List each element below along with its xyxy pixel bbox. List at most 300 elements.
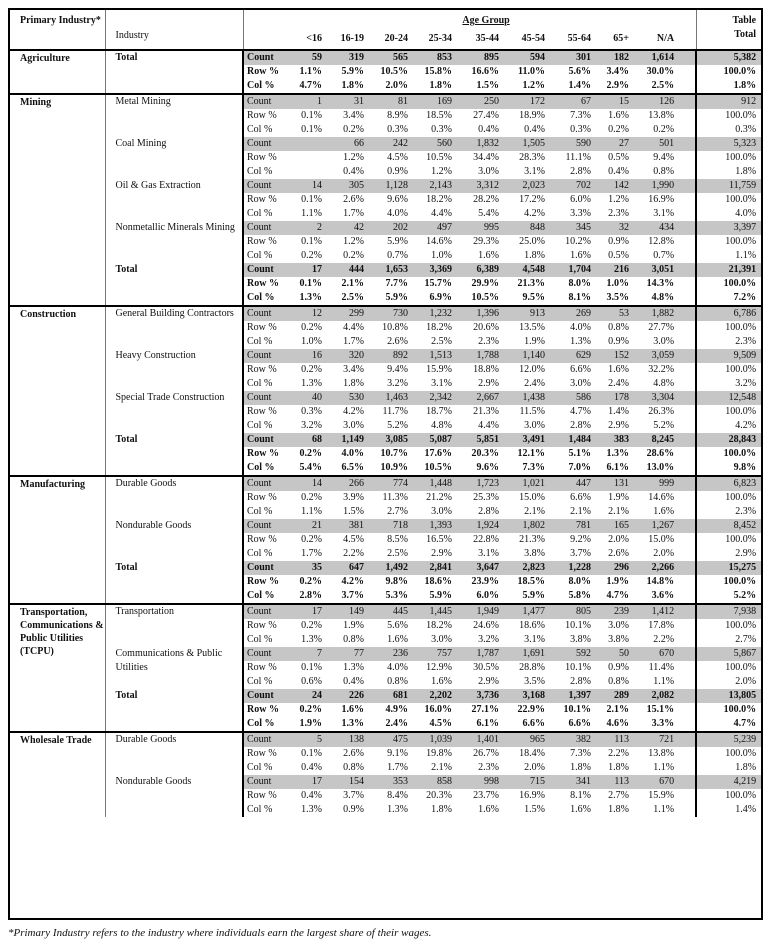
- value-cell: 15.0%: [519, 492, 545, 503]
- gap-cell: [679, 109, 696, 123]
- table-total-cell: 1.8%: [735, 166, 757, 177]
- value-cell: 9.8%: [385, 576, 408, 587]
- value-cell: 21.3%: [473, 406, 499, 417]
- value-cell: 4.6%: [606, 718, 629, 729]
- value-cell: 6.0%: [476, 590, 499, 601]
- value-cell: 0.9%: [343, 804, 364, 815]
- value-cell: 3.1%: [653, 208, 675, 219]
- value-cell: 10.8%: [382, 322, 408, 333]
- primary-industry-label: Wholesale Trade: [10, 732, 105, 817]
- value-cell: 702: [550, 179, 596, 193]
- measure-label: Count: [243, 94, 293, 109]
- table-total-cell: 100.0%: [725, 364, 757, 375]
- value-cell: 5.9%: [385, 292, 408, 303]
- value-cell: 2,841: [413, 561, 457, 575]
- value-cell: 4.8%: [431, 420, 452, 431]
- value-cell: 4.0%: [387, 208, 408, 219]
- measure-label: Row %: [243, 277, 293, 291]
- value-cell: 895: [457, 50, 504, 65]
- table-total-cell: 1.8%: [733, 80, 757, 91]
- value-cell: 3,085: [369, 433, 413, 447]
- value-cell: 0.3%: [387, 124, 408, 135]
- value-cell: 10.1%: [565, 662, 591, 673]
- value-cell: 16.9%: [648, 194, 675, 205]
- value-cell: 5.8%: [568, 590, 591, 601]
- value-cell: 0.2%: [343, 250, 364, 261]
- industry-age-table: [10, 10, 761, 817]
- value-cell: 1.1%: [653, 762, 675, 773]
- table-row: [10, 689, 761, 703]
- value-cell: 19.8%: [426, 748, 452, 759]
- value-cell: 11.0%: [518, 66, 545, 77]
- value-cell: 3.5%: [606, 292, 629, 303]
- value-cell: 0.1%: [301, 110, 322, 121]
- table-total-cell: 3.2%: [735, 378, 757, 389]
- value-cell: 1.8%: [608, 804, 629, 815]
- gap-cell: [679, 547, 696, 561]
- table-total-cell: 4.7%: [733, 718, 757, 729]
- value-cell: 1.3%: [301, 804, 322, 815]
- industry-label: Nondurable Goods: [105, 519, 243, 561]
- table-total-cell: 8,452: [696, 519, 761, 533]
- value-cell: 18.2%: [426, 194, 452, 205]
- value-cell: 3.0%: [343, 420, 364, 431]
- value-cell: 1.3%: [387, 804, 408, 815]
- value-cell: 3.1%: [524, 166, 545, 177]
- value-cell: 68: [293, 433, 327, 447]
- value-cell: 1.0%: [301, 336, 322, 347]
- table-total-cell: 1.8%: [735, 762, 757, 773]
- value-cell: 2.1%: [524, 506, 545, 517]
- value-cell: 5.3%: [385, 590, 408, 601]
- measure-label: Count: [243, 775, 293, 789]
- value-cell: 4.0%: [341, 448, 364, 459]
- value-cell: 8.0%: [568, 278, 591, 289]
- value-cell: 1,802: [504, 519, 550, 533]
- value-cell: 17.8%: [648, 620, 675, 631]
- value-cell: 20.6%: [473, 322, 499, 333]
- value-cell: 165: [596, 519, 634, 533]
- measure-label: Col %: [243, 165, 293, 179]
- value-cell: 3.0%: [653, 336, 675, 347]
- value-cell: 3.0%: [524, 420, 545, 431]
- measure-label: Row %: [243, 65, 293, 79]
- value-cell: 1.3%: [570, 336, 591, 347]
- value-cell: 1,021: [504, 476, 550, 491]
- value-cell: 10.5%: [380, 66, 408, 77]
- value-cell: 670: [634, 647, 679, 661]
- value-cell: 0.2%: [301, 322, 322, 333]
- table-total-cell: 28,843: [696, 433, 761, 447]
- gap-cell: [679, 747, 696, 761]
- table-total-cell: 2.3%: [735, 506, 757, 517]
- value-cell: 2.0%: [653, 548, 675, 559]
- table-row: [10, 50, 761, 65]
- measure-label: Row %: [243, 789, 293, 803]
- value-cell: 8.9%: [387, 110, 408, 121]
- measure-label: Row %: [243, 321, 293, 335]
- value-cell: 6.6%: [570, 364, 591, 375]
- value-cell: 266: [327, 476, 369, 491]
- value-cell: 1.6%: [608, 364, 629, 375]
- measure-label: Col %: [243, 675, 293, 689]
- value-cell: 15.1%: [646, 704, 675, 715]
- value-cell: 0.8%: [608, 322, 629, 333]
- value-cell: 10.2%: [565, 236, 591, 247]
- value-cell: 299: [327, 306, 369, 321]
- value-cell: 1,140: [504, 349, 550, 363]
- value-cell: 0.4%: [478, 124, 499, 135]
- value-cell: 4,548: [504, 263, 550, 277]
- value-cell: 774: [369, 476, 413, 491]
- value-cell: 7.7%: [385, 278, 408, 289]
- gap-cell: [679, 675, 696, 689]
- industry-label: Total: [105, 263, 243, 306]
- value-cell: 560: [413, 137, 457, 151]
- header-age-col: N/A: [656, 33, 675, 44]
- table-total-cell: 0.3%: [735, 124, 757, 135]
- table-total-cell: 2.9%: [735, 548, 757, 559]
- value-cell: 1.9%: [299, 718, 322, 729]
- value-cell: 3.8%: [608, 634, 629, 645]
- table-total-cell: 100.0%: [725, 534, 757, 545]
- header-age-group: Age Group: [462, 15, 510, 26]
- measure-label: Count: [243, 433, 293, 447]
- value-cell: 4.5%: [387, 152, 408, 163]
- measure-label: Col %: [243, 461, 293, 476]
- value-cell: 1.6%: [478, 804, 499, 815]
- value-cell: 2.1%: [570, 506, 591, 517]
- value-cell: 15.8%: [424, 66, 452, 77]
- measure-label: Count: [243, 519, 293, 533]
- table-total-cell: 100.0%: [725, 620, 757, 631]
- value-cell: 9.6%: [387, 194, 408, 205]
- gap-cell: [679, 405, 696, 419]
- table-total-cell: 5,382: [696, 50, 761, 65]
- value-cell: 0.9%: [387, 166, 408, 177]
- value-cell: 11.7%: [382, 406, 408, 417]
- footnote: *Primary Industry refers to the industry where individuals earn the largest share of their wages.: [8, 927, 432, 939]
- table-total-cell: 5,239: [696, 732, 761, 747]
- value-cell: 1,393: [413, 519, 457, 533]
- value-cell: 1.2%: [431, 166, 452, 177]
- measure-label: Count: [243, 137, 293, 151]
- value-cell: 5,851: [457, 433, 504, 447]
- measure-label: Row %: [243, 363, 293, 377]
- value-cell: 0.7%: [653, 250, 675, 261]
- value-cell: 2,342: [413, 391, 457, 405]
- table-total-cell: 100.0%: [725, 152, 757, 163]
- value-cell: 1.7%: [343, 336, 364, 347]
- value-cell: 4.4%: [478, 420, 499, 431]
- header-table-total-line2: Total: [696, 28, 761, 50]
- value-cell: 12.9%: [426, 662, 452, 673]
- table-row: [10, 94, 761, 109]
- header-industry: Industry: [105, 10, 243, 50]
- value-cell: 3.0%: [608, 620, 629, 631]
- value-cell: 434: [634, 221, 679, 235]
- value-cell: 16.9%: [519, 790, 545, 801]
- gap-cell: [679, 519, 696, 533]
- value-cell: 10.7%: [380, 448, 408, 459]
- table-row: [10, 647, 761, 661]
- measure-label: Row %: [243, 575, 293, 589]
- value-cell: 0.1%: [301, 194, 322, 205]
- value-cell: 2,023: [504, 179, 550, 193]
- value-cell: 17: [293, 775, 327, 789]
- table-total-cell: 1.4%: [735, 804, 757, 815]
- value-cell: 2.9%: [431, 548, 452, 559]
- value-cell: 12.0%: [519, 364, 545, 375]
- value-cell: 629: [550, 349, 596, 363]
- value-cell: 3.5%: [524, 676, 545, 687]
- value-cell: 965: [504, 732, 550, 747]
- value-cell: 2.5%: [341, 292, 364, 303]
- value-cell: 9.4%: [653, 152, 675, 163]
- value-cell: 2,082: [634, 689, 679, 703]
- measure-label: Col %: [243, 79, 293, 94]
- table-row: [10, 137, 761, 151]
- value-cell: 20.3%: [426, 790, 452, 801]
- value-cell: 0.4%: [343, 676, 364, 687]
- value-cell: 681: [369, 689, 413, 703]
- value-cell: 25.0%: [519, 236, 545, 247]
- value-cell: 1,267: [634, 519, 679, 533]
- gap-cell: [679, 505, 696, 519]
- value-cell: 730: [369, 306, 413, 321]
- value-cell: 0.2%: [301, 364, 322, 375]
- value-cell: 3,059: [634, 349, 679, 363]
- table-total-cell: 4,219: [696, 775, 761, 789]
- value-cell: 2.4%: [385, 718, 408, 729]
- header-table-total-line1: Table: [696, 10, 761, 28]
- table-total-cell: 3,397: [696, 221, 761, 235]
- value-cell: 10.5%: [424, 462, 452, 473]
- table-total-cell: 15,275: [696, 561, 761, 575]
- industry-label: Metal Mining: [105, 94, 243, 137]
- measure-label: Count: [243, 561, 293, 575]
- value-cell: 1.6%: [608, 110, 629, 121]
- value-cell: 1.6%: [431, 676, 452, 687]
- value-cell: 13.8%: [648, 748, 675, 759]
- value-cell: 131: [596, 476, 634, 491]
- value-cell: 0.4%: [343, 166, 364, 177]
- value-cell: 1,445: [413, 604, 457, 619]
- value-cell: 1.2%: [343, 152, 364, 163]
- value-cell: 3.2%: [387, 378, 408, 389]
- value-cell: 27.1%: [471, 704, 499, 715]
- value-cell: 1.8%: [608, 762, 629, 773]
- value-cell: 3,051: [634, 263, 679, 277]
- value-cell: 0.2%: [299, 448, 322, 459]
- value-cell: 8,245: [634, 433, 679, 447]
- value-cell: 0.1%: [301, 236, 322, 247]
- value-cell: 1.7%: [387, 762, 408, 773]
- value-cell: 0.2%: [301, 620, 322, 631]
- value-cell: 250: [457, 94, 504, 109]
- value-cell: 3.1%: [431, 378, 452, 389]
- industry-label: Oil & Gas Extraction: [105, 179, 243, 221]
- value-cell: 6.1%: [606, 462, 629, 473]
- table-row: [10, 391, 761, 405]
- value-cell: 353: [369, 775, 413, 789]
- value-cell: 1.5%: [476, 80, 499, 91]
- value-cell: 305: [327, 179, 369, 193]
- value-cell: 21.2%: [426, 492, 452, 503]
- value-cell: 27.7%: [648, 322, 675, 333]
- value-cell: 1.6%: [570, 804, 591, 815]
- value-cell: 239: [596, 604, 634, 619]
- value-cell: 2.3%: [478, 336, 499, 347]
- value-cell: 592: [550, 647, 596, 661]
- measure-label: Row %: [243, 703, 293, 717]
- value-cell: 1.9%: [606, 576, 629, 587]
- value-cell: 998: [457, 775, 504, 789]
- value-cell: 715: [504, 775, 550, 789]
- value-cell: 22.9%: [517, 704, 545, 715]
- value-cell: 913: [504, 306, 550, 321]
- value-cell: 142: [596, 179, 634, 193]
- value-cell: 1.5%: [524, 804, 545, 815]
- value-cell: 14.8%: [646, 576, 675, 587]
- value-cell: 27.4%: [473, 110, 499, 121]
- value-cell: 1.8%: [524, 250, 545, 261]
- value-cell: 0.2%: [299, 704, 322, 715]
- value-cell: 2.5%: [387, 548, 408, 559]
- value-cell: 29.9%: [471, 278, 499, 289]
- value-cell: 0.7%: [387, 250, 408, 261]
- value-cell: 26.3%: [648, 406, 675, 417]
- industry-label: Heavy Construction: [105, 349, 243, 391]
- value-cell: 10.1%: [565, 620, 591, 631]
- value-cell: 3.3%: [651, 718, 675, 729]
- measure-label: Col %: [243, 717, 293, 732]
- value-cell: 14: [293, 179, 327, 193]
- value-cell: 5,087: [413, 433, 457, 447]
- value-cell: 3.2%: [301, 420, 322, 431]
- value-cell: 2.2%: [343, 548, 364, 559]
- measure-label: Count: [243, 263, 293, 277]
- value-cell: 586: [550, 391, 596, 405]
- value-cell: 21.3%: [517, 278, 545, 289]
- table-total-cell: 13,805: [696, 689, 761, 703]
- value-cell: 0.1%: [301, 124, 322, 135]
- value-cell: 1.4%: [608, 406, 629, 417]
- value-cell: 6.6%: [568, 718, 591, 729]
- value-cell: 6,389: [457, 263, 504, 277]
- measure-label: Col %: [243, 761, 293, 775]
- value-cell: 1,691: [504, 647, 550, 661]
- value-cell: 1.6%: [478, 250, 499, 261]
- value-cell: 66: [327, 137, 369, 151]
- header-primary-industry: Primary Industry*: [10, 10, 105, 50]
- value-cell: 0.4%: [608, 166, 629, 177]
- table-row: [10, 732, 761, 747]
- value-cell: 11.1%: [565, 152, 591, 163]
- measure-label: Row %: [243, 747, 293, 761]
- table-total-cell: 100.0%: [723, 576, 757, 587]
- measure-label: Row %: [243, 619, 293, 633]
- value-cell: 2.9%: [478, 676, 499, 687]
- value-cell: 5.6%: [387, 620, 408, 631]
- value-cell: 1,949: [457, 604, 504, 619]
- value-cell: 6.9%: [429, 292, 452, 303]
- value-cell: 5.9%: [522, 590, 545, 601]
- value-cell: 530: [327, 391, 369, 405]
- value-cell: 1,723: [457, 476, 504, 491]
- value-cell: 3,647: [457, 561, 504, 575]
- table-body: [10, 50, 761, 817]
- gap-cell: [679, 647, 696, 661]
- value-cell: 5.2%: [653, 420, 675, 431]
- value-cell: 172: [504, 94, 550, 109]
- value-cell: 2.9%: [478, 378, 499, 389]
- value-cell: 18.2%: [426, 322, 452, 333]
- value-cell: 7.3%: [522, 462, 545, 473]
- value-cell: 892: [369, 349, 413, 363]
- value-cell: 2,143: [413, 179, 457, 193]
- gap-cell: [679, 689, 696, 703]
- value-cell: 2.4%: [524, 378, 545, 389]
- value-cell: 15: [596, 94, 634, 109]
- value-cell: 0.8%: [343, 634, 364, 645]
- value-cell: 5.6%: [568, 66, 591, 77]
- value-cell: 5.4%: [299, 462, 322, 473]
- value-cell: 475: [369, 732, 413, 747]
- value-cell: 7.0%: [568, 462, 591, 473]
- value-cell: 21: [293, 519, 327, 533]
- value-cell: 3.4%: [343, 364, 364, 375]
- table-total-cell: 2.0%: [735, 676, 757, 687]
- value-cell: 3.8%: [524, 548, 545, 559]
- gap-cell: [679, 207, 696, 221]
- value-cell: 2.8%: [570, 420, 591, 431]
- value-cell: 27: [596, 137, 634, 151]
- table-total-cell: 2.7%: [735, 634, 757, 645]
- value-cell: 1,401: [457, 732, 504, 747]
- measure-label: Col %: [243, 803, 293, 817]
- value-cell: 0.4%: [301, 790, 322, 801]
- gap-cell: [679, 151, 696, 165]
- table-total-cell: 5.2%: [733, 590, 757, 601]
- value-cell: 0.1%: [299, 278, 322, 289]
- value-cell: 999: [634, 476, 679, 491]
- value-cell: 1,614: [634, 50, 679, 65]
- gap-cell: [679, 50, 696, 65]
- measure-label: Row %: [243, 661, 293, 675]
- value-cell: 3.4%: [343, 110, 364, 121]
- value-cell: 4.7%: [570, 406, 591, 417]
- value-cell: 12: [293, 306, 327, 321]
- value-cell: 805: [550, 604, 596, 619]
- gap-cell: [679, 732, 696, 747]
- value-cell: 4.5%: [429, 718, 452, 729]
- value-cell: 4.5%: [343, 534, 364, 545]
- gap-cell: [679, 775, 696, 789]
- gap-cell: [679, 94, 696, 109]
- measure-label: Col %: [243, 419, 293, 433]
- table-total-cell: 912: [696, 94, 761, 109]
- value-cell: 0.8%: [608, 676, 629, 687]
- measure-label: Count: [243, 604, 293, 619]
- value-cell: 9.4%: [387, 364, 408, 375]
- value-cell: 2.1%: [608, 506, 629, 517]
- value-cell: 2.6%: [387, 336, 408, 347]
- value-cell: 2.7%: [387, 506, 408, 517]
- value-cell: 501: [634, 137, 679, 151]
- gap-cell: [679, 179, 696, 193]
- value-cell: 1,477: [504, 604, 550, 619]
